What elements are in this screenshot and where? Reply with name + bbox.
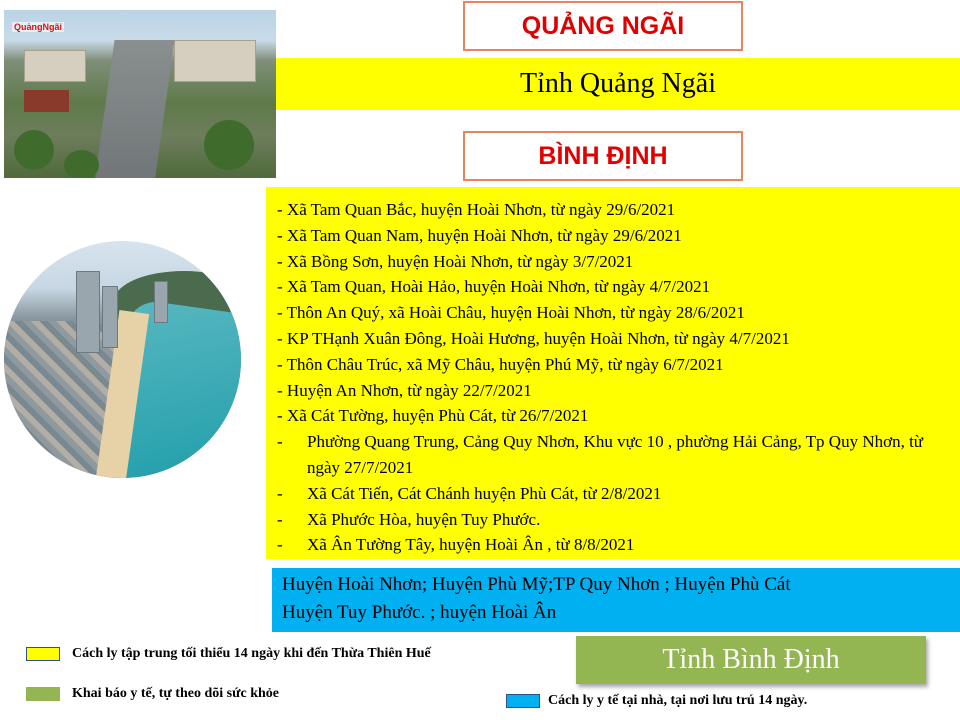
districts-line: Huyện Tuy Phước. ; huyện Hoài Ân: [282, 602, 557, 623]
green-swatch: [26, 687, 60, 701]
binh-dinh-province-button[interactable]: Tỉnh Bình Định: [576, 636, 926, 684]
list-item: - Xã Tam Quan, Hoài Hảo, huyện Hoài Nhơn, từ ngày 4/7/2021: [277, 277, 711, 297]
binh-dinh-beach-photo: [4, 241, 241, 478]
list-item: - Xã Cát Tường, huyện Phù Cát, từ 26/7/2021: [277, 406, 589, 426]
binh-dinh-quarantine-list: [266, 187, 960, 559]
quang-ngai-city-photo: [4, 10, 276, 178]
list-item: [277, 429, 950, 481]
legend-green-label: Khai báo y tế, tự theo dõi sức khỏe: [72, 686, 279, 701]
list-item: - Huyện An Nhơn, từ ngày 22/7/2021: [277, 380, 532, 400]
list-dash: -: [277, 509, 283, 529]
tower: [76, 271, 100, 353]
tree: [14, 130, 54, 170]
list-item: [277, 507, 950, 533]
list-dash: -: [277, 535, 283, 555]
list-item: [277, 481, 950, 507]
roof: [24, 90, 69, 112]
list-dash: -: [277, 432, 283, 452]
list-item: - Thôn Châu Trúc, xã Mỹ Châu, huyện Phú Mỹ, từ ngày 6/7/2021: [277, 354, 724, 374]
quang-ngai-province-band: Tỉnh Quảng Ngãi: [276, 58, 960, 110]
list-item: - KP THạnh Xuân Đông, Hoài Hương, huyện Hoài Nhơn, từ ngày 4/7/2021: [277, 328, 790, 348]
photo-logo: QuảngNgãi: [14, 22, 63, 32]
list-item-text: Xã Phước Hòa, huyện Tuy Phước.: [307, 509, 541, 529]
building: [174, 40, 256, 82]
blue-swatch: [506, 694, 540, 708]
list-dash: -: [277, 483, 283, 503]
districts-line: Huyện Hoài Nhơn; Huyện Phù Mỹ;TP Quy Nhơn ; Huyện Phù Cát: [282, 574, 791, 595]
quang-ngai-title: QUẢNG NGÃI: [463, 1, 743, 51]
list-item: - Xã Bồng Sơn, huyện Hoài Nhơn, từ ngày 3/7/2021: [277, 251, 634, 271]
legend-blue: [506, 693, 807, 709]
tower: [102, 286, 118, 348]
list-item: - Xã Tam Quan Bắc, huyện Hoài Nhơn, từ ngày 29/6/2021: [277, 200, 676, 219]
list-item: [277, 532, 950, 558]
building: [24, 50, 86, 82]
binh-dinh-title: BÌNH ĐỊNH: [463, 131, 743, 181]
list-item: - Xã Tam Quan Nam, huyện Hoài Nhơn, từ ngày 29/6/2021: [277, 225, 682, 245]
yellow-swatch: [26, 647, 60, 661]
legend-yellow-label: Cách ly tập trung tối thiểu 14 ngày khi đến Thừa Thiên Huế: [72, 646, 431, 661]
tower: [154, 281, 168, 323]
tree: [64, 150, 99, 178]
legend-green: [26, 686, 279, 702]
legend-blue-label: Cách ly y tế tại nhà, tại nơi lưu trú 14 ngày.: [548, 693, 808, 708]
list-item-text: Xã Ân Tường Tây, huyện Hoài Ân , từ 8/8/2021: [307, 535, 635, 555]
tree: [204, 120, 254, 170]
list-item-text: Xã Cát Tiến, Cát Chánh huyện Phù Cát, từ 2/8/2021: [307, 483, 662, 503]
list-item-text: Phường Quang Trung, Cảng Quy Nhơn, Khu vực 10 , phường Hải Cảng, Tp Quy Nhơn, từ ngày 27/7/2021: [307, 432, 924, 477]
legend-yellow: [26, 646, 431, 662]
road: [93, 40, 174, 178]
list-item: - Thôn An Quý, xã Hoài Châu, huyện Hoài Nhơn, từ ngày 28/6/2021: [277, 303, 745, 323]
home-quarantine-districts: [272, 568, 960, 632]
